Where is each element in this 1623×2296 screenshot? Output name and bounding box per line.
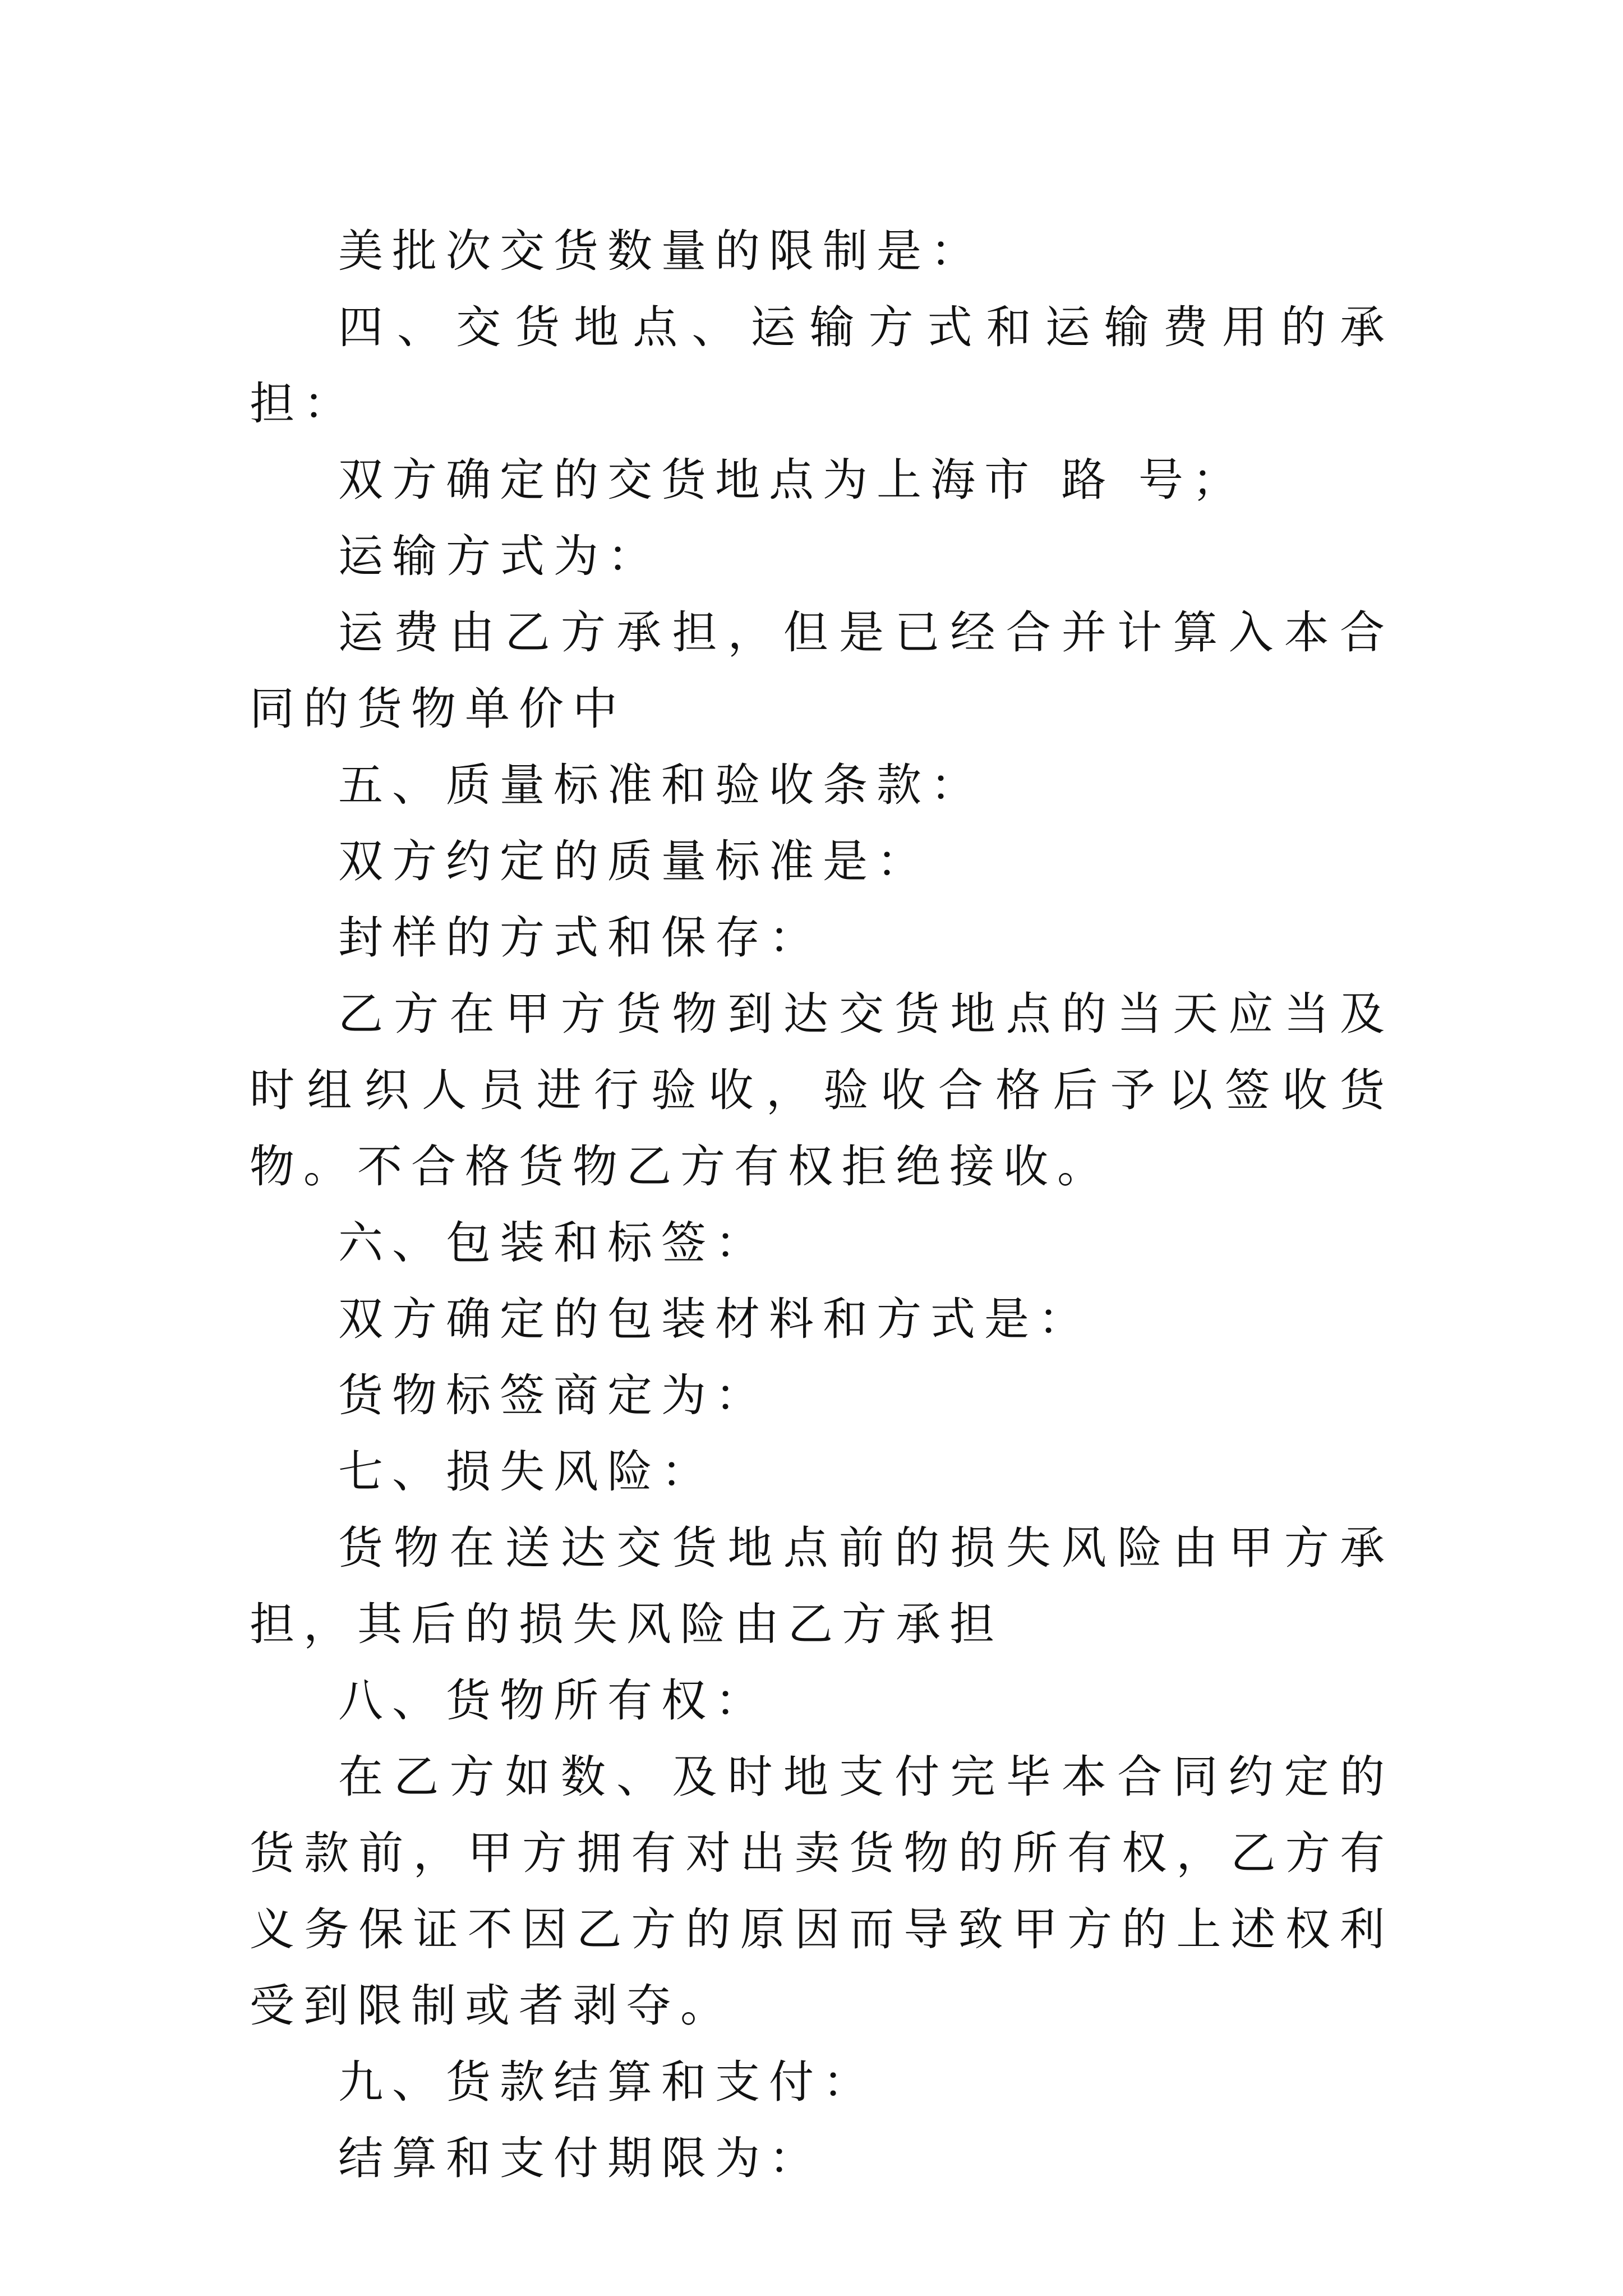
paragraph-transport-method: 运输方式为： [338, 530, 661, 582]
paragraph-sample-sealing: 封样的方式和保存： [338, 912, 823, 964]
paragraph-delivery-location: 双方确定的交货地点为上海市 路 号； [338, 454, 1246, 506]
section-heading-ownership: 八、货物所有权： [338, 1674, 769, 1727]
paragraph-packaging-material: 双方确定的包装材料和方式是： [338, 1293, 1092, 1345]
section-heading-loss-risk: 七、损失风险： [338, 1446, 715, 1498]
section-heading-quality: 五、质量标准和验收条款： [338, 759, 984, 811]
section-heading-delivery: 四、交货地点、运输方式和运输费用的承担： [250, 301, 1394, 430]
paragraph-ownership: 在乙方如数、及时地支付完毕本合同约定的货款前，甲方拥有对出卖货物的所有权，乙方有义务保证不因乙方的原因而导致甲方的上述权利受到限制或者剥夺。 [250, 1751, 1394, 2032]
section-heading-packaging: 六、包装和标签： [338, 1217, 769, 1269]
paragraph-goods-label: 货物标签商定为： [338, 1369, 769, 1421]
section-heading-payment: 九、货款结算和支付： [338, 2056, 877, 2108]
paragraph-acceptance-inspection: 乙方在甲方货物到达交货地点的当天应当及时组织人员进行验收，验收合格后予以签收货物。不合格货物乙方有权拒绝接收。 [250, 988, 1394, 1193]
paragraph-freight-cost: 运费由乙方承担，但是已经合并计算入本合同的货物单价中 [250, 606, 1394, 735]
paragraph-loss-risk: 货物在送达交货地点前的损失风险由甲方承担，其后的损失风险由乙方承担 [250, 1522, 1394, 1650]
paragraph-quality-standard: 双方约定的质量标准是： [338, 835, 930, 887]
paragraph-batch-quantity-limit: 美批次交货数量的限制是： [338, 225, 984, 277]
contract-body [250, 213, 1394, 2197]
paragraph-payment-term: 结算和支付期限为： [338, 2132, 823, 2184]
